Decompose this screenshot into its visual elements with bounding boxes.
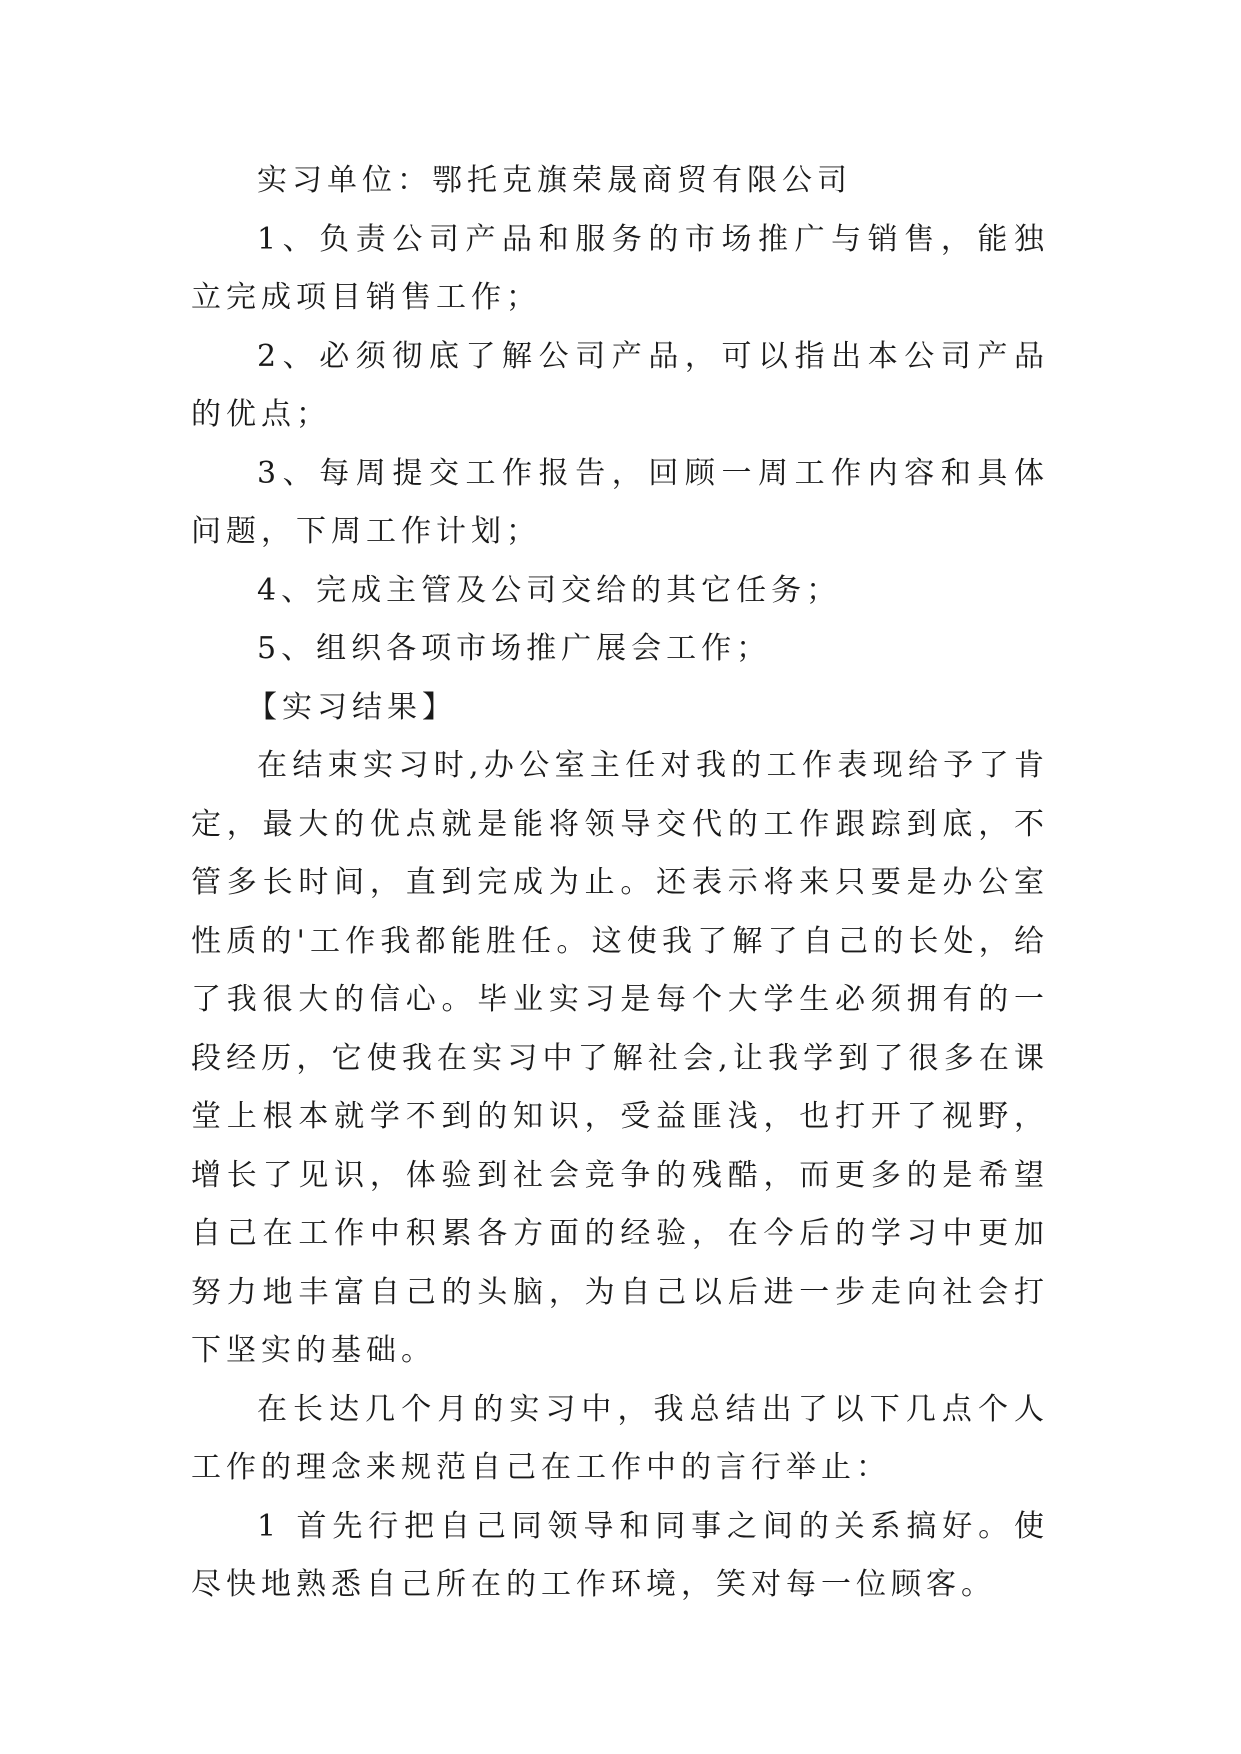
duty-item-5: 5、组织各项市场推广展会工作； [257,631,772,666]
duty-item-4: 4、完成主管及公司交给的其它任务； [257,572,842,608]
document-body [191,152,1049,1615]
summary-intro-paragraph: 在长达几个月的实习中，我总结出了以下几点个人工作的理念来规范自己在工作中的言行举止： [191,1391,1049,1485]
duty-item-1: 1、负责公司产品和服务的市场推广与销售，能独立完成项目销售工作； [191,221,1049,315]
results-paragraph: 在结束实习时,办公室主任对我的工作表现给予了肯定，最大的优点就是能将领导交代的工作跟踪到底，不管多长时间，直到完成为止。还表示将来只要是办公室性质的'工作我都能胜任。这使我了解了自己的长处，给了我很大的信心。毕业实习是每个大学生必须拥有的一段经历，它使我在实习中了解社会,让我学到了很多在课堂上根本就学不到的知识，受益匪浅，也打开了视野，增长了见识，体验到社会竞争的残酷，而更多的是希望自己在工作中积累各方面的经验，在今后的学习中更加努力地丰富自己的头脑，为自己以后进一步走向社会打下坚实的基础。 [191,748,1049,1368]
section-heading-results: 【实习结果】 [247,689,457,725]
internship-unit-line: 实习单位：鄂托克旗荣晟商贸有限公司 [257,163,852,198]
duty-item-2: 2、必须彻底了解公司产品，可以指出本公司产品的优点； [191,338,1049,432]
principle-item-1: 1 首先行把自己同领导和同事之间的关系搞好。使尽快地熟悉自己所在的工作环境，笑对每一位顾客。 [191,1508,1049,1602]
duty-item-3: 3、每周提交工作报告，回顾一周工作内容和具体问题，下周工作计划； [191,455,1049,549]
